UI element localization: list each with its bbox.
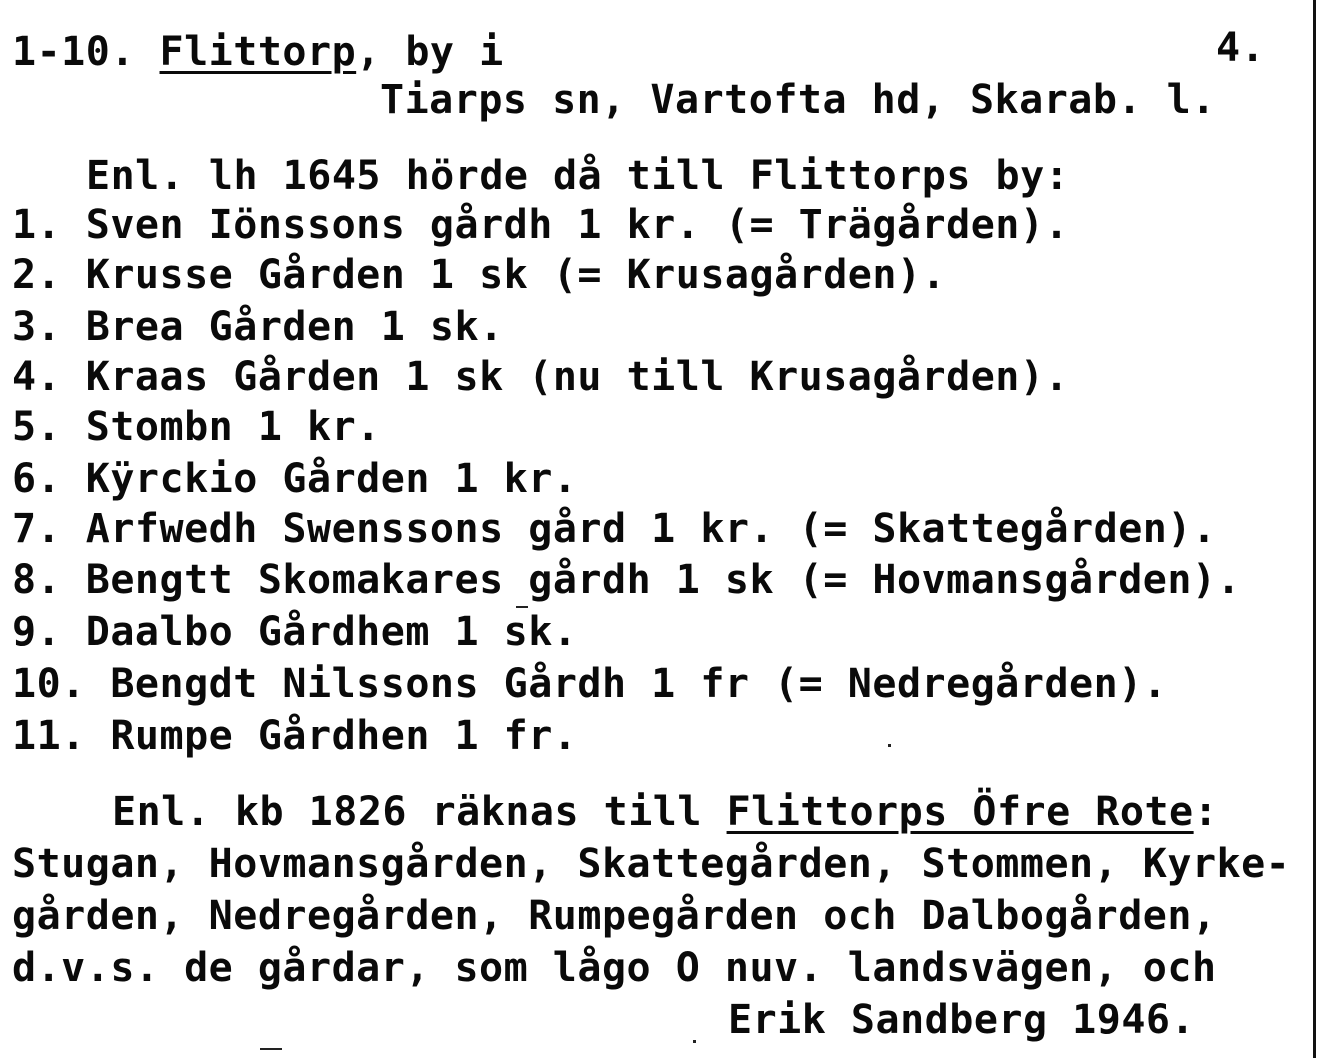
farm-item (12, 403, 381, 451)
farm-text: Bengdt Nilssons Gårdh 1 fr (= Nedregården). (110, 661, 1168, 707)
farm-number: 11. (12, 713, 86, 759)
farm-text: Arfwedh Swenssons gård 1 kr. (= Skattegården). (85, 506, 1217, 552)
farm-text: Daalbo Gårdhem 1 sk. (85, 609, 578, 655)
farm-item (12, 556, 1241, 604)
scan-speck (260, 1048, 282, 1050)
kb-1826-line-2: Stugan, Hovmansgården, Skattegården, Stommen, Kyrke- (12, 841, 1291, 887)
farm-number: 6. (12, 456, 62, 502)
place-name: Flittorp (159, 29, 357, 75)
farm-number: 1. (12, 202, 62, 248)
farm-text: Sven Iönssons gårdh 1 kr. (= Trägården). (85, 202, 1070, 248)
farm-number: 7. (12, 506, 62, 552)
farm-text: Brea Gården 1 sk. (85, 304, 504, 350)
farm-item (12, 608, 577, 656)
farm-text: Krusse Gården 1 sk (= Krusagården). (85, 252, 947, 298)
farm-text: Stombn 1 kr. (85, 404, 381, 450)
farm-item (12, 505, 1217, 553)
farm-number: 10. (12, 661, 86, 707)
farm-number: 2. (12, 252, 62, 298)
kb-1826-line (112, 788, 1218, 836)
farm-text: Bengtt Skomakares gårdh 1 sk (= Hovmansgården). (85, 557, 1242, 603)
farm-number: 4. (12, 354, 62, 400)
farm-number: 9. (12, 609, 62, 655)
location-line: Tiarps sn, Vartofta hd, Skarab. l. (380, 77, 1216, 123)
farm-text: Kÿrckio Gården 1 kr. (85, 456, 578, 502)
signature: Erik Sandberg 1946. (728, 997, 1196, 1043)
farm-number: 3. (12, 304, 62, 350)
intro-1645: Enl. lh 1645 hörde då till Flittorps by: (86, 153, 1070, 199)
farm-item (12, 712, 577, 760)
entry-number: 1-10. (12, 29, 135, 75)
farm-item (12, 455, 577, 503)
farm-item (12, 251, 946, 299)
page-number: 4. (1216, 25, 1266, 71)
card-edge-line (1313, 0, 1316, 1058)
scan-speck (693, 1040, 696, 1043)
farm-item (12, 303, 504, 351)
farm-item (12, 353, 1069, 401)
kb-colon: : (1193, 789, 1219, 835)
farm-item (12, 201, 1069, 249)
kb-lead: Enl. kb 1826 räknas till (112, 789, 727, 835)
farm-item (12, 660, 1167, 708)
farm-number: 5. (12, 404, 62, 450)
kb-1826-line-3: gården, Nedregården, Rumpegården och Dalbogården, (12, 893, 1217, 939)
scan-speck (516, 606, 528, 608)
farm-text: Rumpe Gårdhen 1 fr. (110, 713, 578, 759)
place-suffix: , by i (356, 29, 504, 75)
farm-number: 8. (12, 557, 62, 603)
farm-text: Kraas Gården 1 sk (nu till Krusagården). (85, 354, 1070, 400)
rote-name: Flittorps Öfre Rote (726, 789, 1194, 835)
kb-1826-line-4: d.v.s. de gårdar, som lågo O nuv. landsvägen, och (12, 945, 1217, 991)
header-line (12, 28, 504, 76)
scan-speck (888, 744, 891, 747)
